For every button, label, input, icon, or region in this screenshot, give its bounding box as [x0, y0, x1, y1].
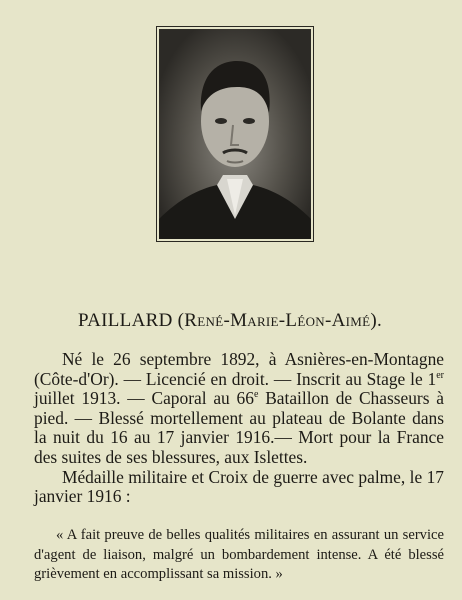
biography-paragraph-2: Médaille militaire et Croix de guerre avec palme, le 17 janvier 1916 :: [34, 466, 444, 507]
given-names: (René-Marie-Léon-Aimé).: [177, 310, 382, 331]
bio-text-b: juillet 1913. — Caporal au 66: [34, 388, 254, 409]
biography-paragraph-1: [34, 350, 444, 468]
bio-text-a: Né le 26 septembre 1892, à Asnières-en-Montagne (Côte-d'Or). — Licencié en droit. — Inscrit au Stage le 1: [34, 349, 444, 389]
bio-superscript-1: er: [436, 369, 444, 381]
citation-text: « A fait preuve de belles qualités militaires en assurant un service d'agent de liaison, malgré un bombardement intense. A été blessé grièvement en accomplissant sa mission. »: [34, 527, 444, 582]
portrait-photo: [159, 29, 311, 239]
bio-text-c: Bataillon de Chasseurs à pied. — Blessé mortellement au plateau de Bolante dans la nuit du 16 au 17 janvier 1916.— Mort pour la France des suites de ses blessures, aux Islettes.: [34, 388, 444, 467]
portrait-figure: [159, 29, 311, 239]
surname: PAILLARD: [78, 310, 173, 331]
biography: [34, 350, 444, 507]
person-name-heading: [78, 310, 382, 332]
bio-superscript-2: e: [253, 389, 259, 401]
portrait-frame: [156, 26, 314, 242]
citation: [34, 526, 444, 585]
